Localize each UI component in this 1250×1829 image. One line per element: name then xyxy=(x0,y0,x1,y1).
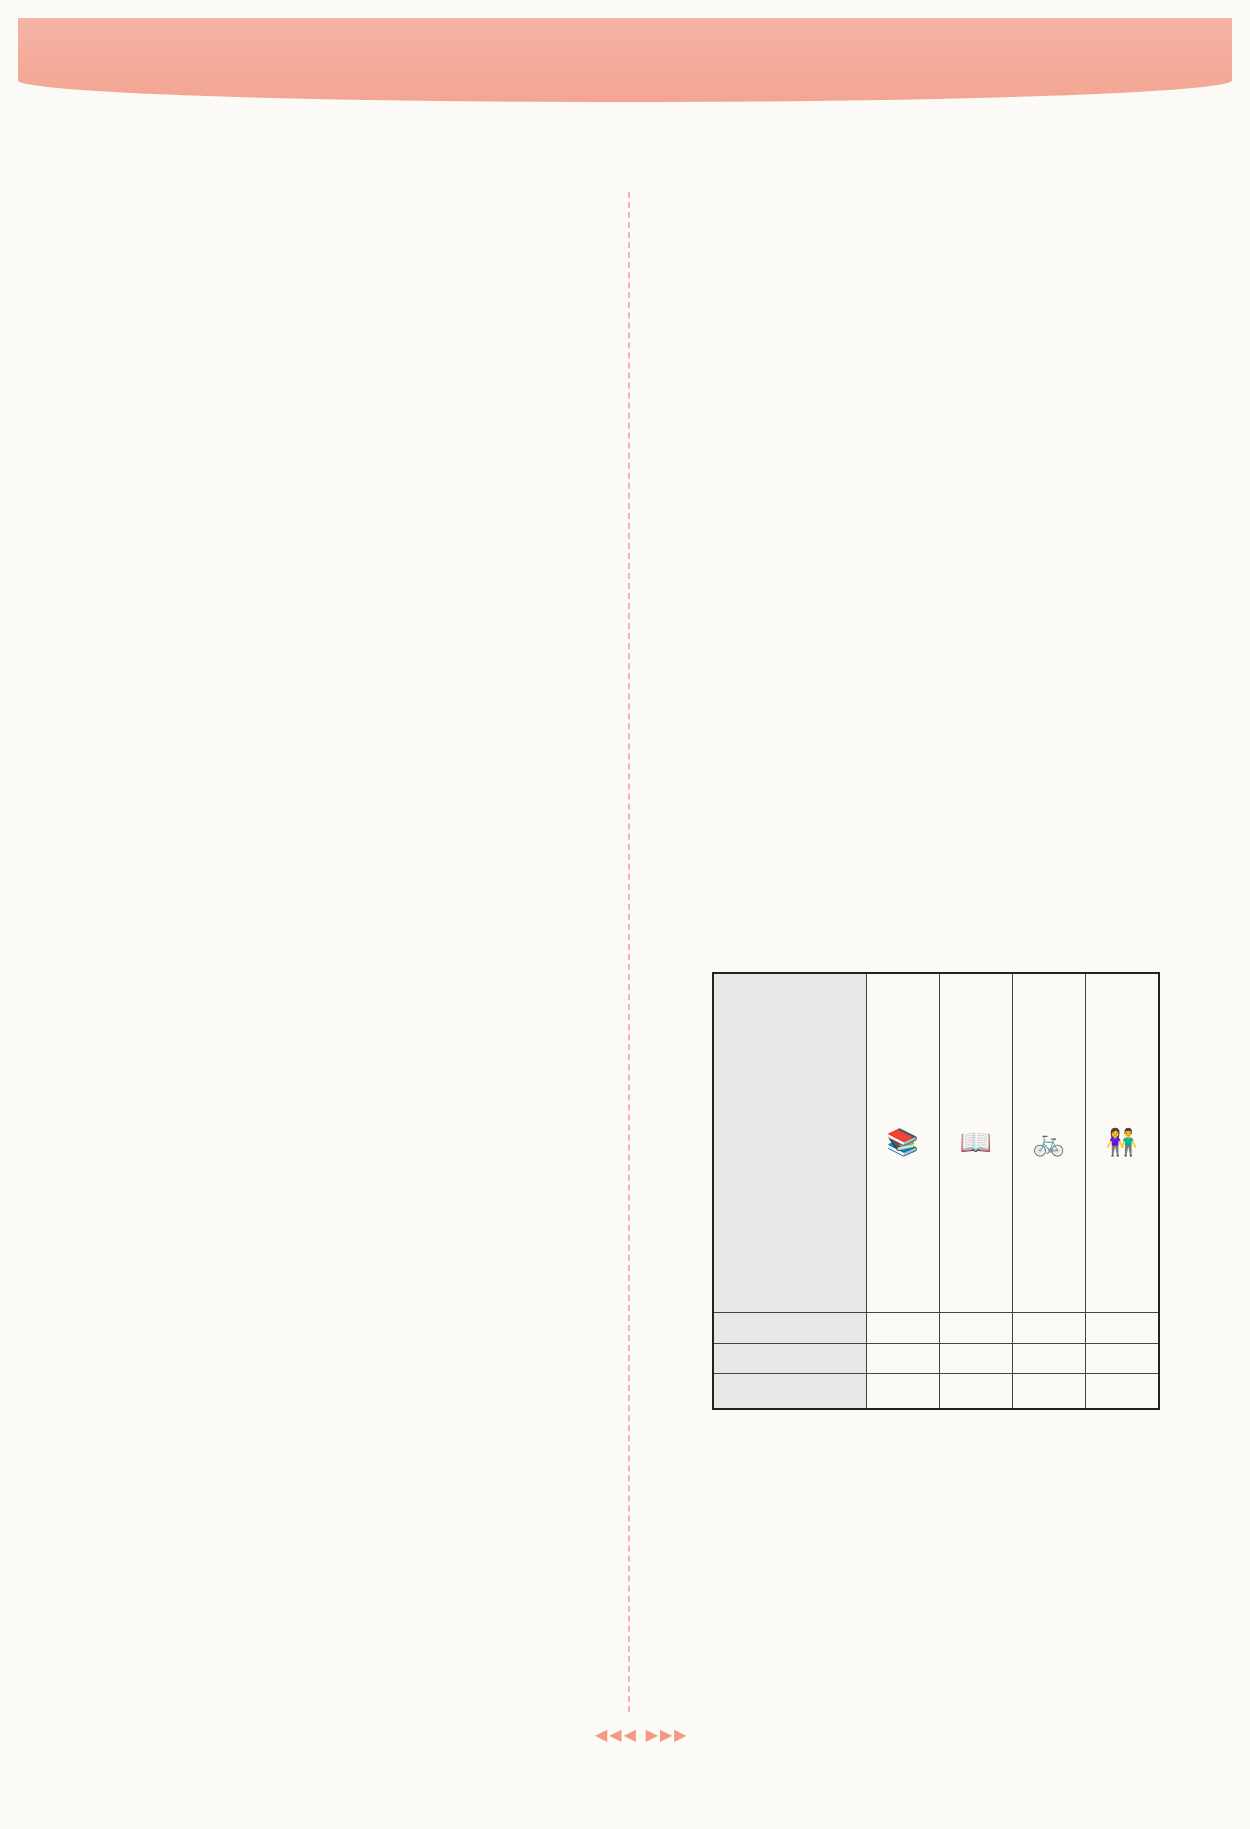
check-cell xyxy=(1085,1313,1159,1343)
check-cell xyxy=(867,1373,940,1409)
check-cell xyxy=(1085,1343,1159,1373)
check-cell xyxy=(1085,1373,1159,1409)
table-row xyxy=(713,1343,1159,1373)
books-shelf-icon: 📚 xyxy=(867,973,940,1313)
header-band xyxy=(18,18,1232,102)
answer-table xyxy=(712,972,1160,1410)
books-stack-icon: 📖 xyxy=(939,973,1012,1313)
check-cell xyxy=(939,1313,1012,1343)
row-name xyxy=(713,1313,867,1343)
check-cell xyxy=(867,1313,940,1343)
table-row xyxy=(713,1373,1159,1409)
column-divider xyxy=(628,192,630,1712)
page-number xyxy=(595,1718,688,1746)
check-cell xyxy=(939,1343,1012,1373)
table-row xyxy=(713,1313,1159,1343)
check-cell xyxy=(939,1373,1012,1409)
left-arrows-icon: ◀◀◀ xyxy=(595,1725,638,1744)
row-name xyxy=(713,1343,867,1373)
row-name xyxy=(713,1373,867,1409)
check-cell xyxy=(1012,1373,1085,1409)
table-header-row xyxy=(713,973,1159,1313)
table-corner-cell xyxy=(713,973,867,1313)
check-cell xyxy=(1012,1313,1085,1343)
children-icon: 👫 xyxy=(1085,973,1159,1313)
right-arrows-icon: ▶▶▶ xyxy=(645,1725,689,1744)
bicycle-icon: 🚲 xyxy=(1012,973,1085,1313)
check-cell xyxy=(1012,1343,1085,1373)
check-cell xyxy=(867,1343,940,1373)
